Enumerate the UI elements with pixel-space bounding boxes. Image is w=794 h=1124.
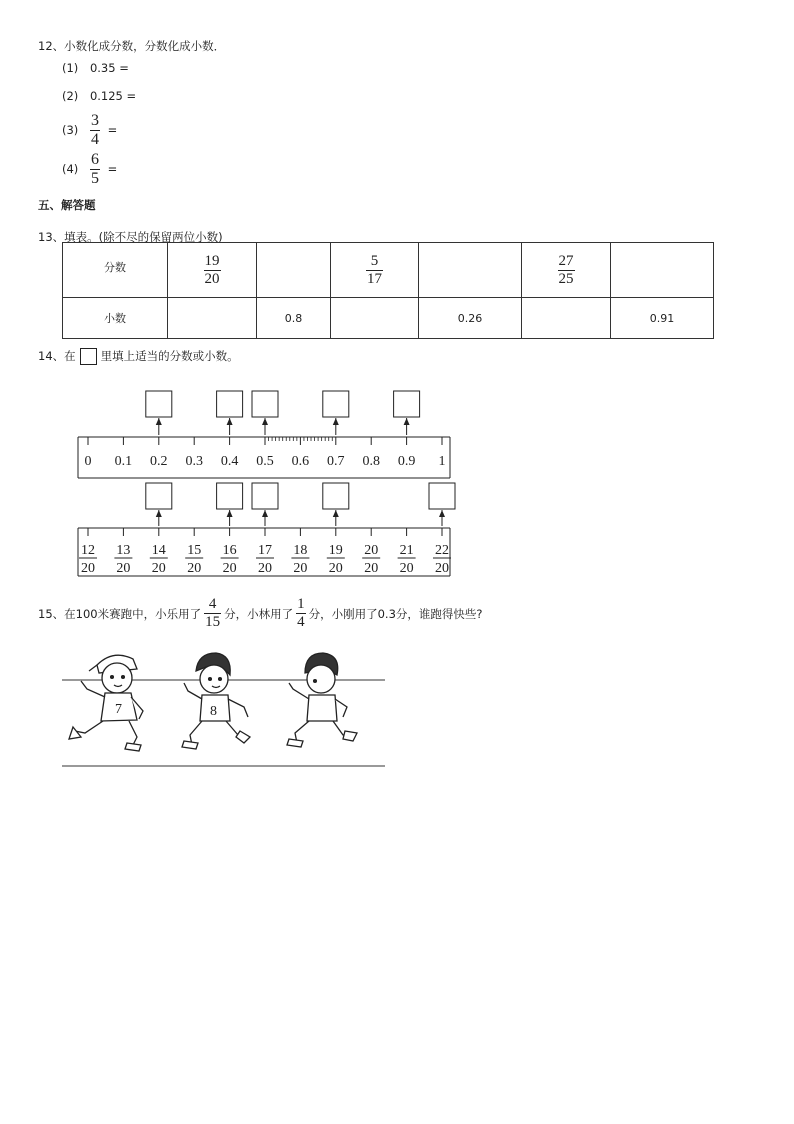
tick-denominator: 20 [151,561,166,576]
q13-title: 13、填表。(除不尽的保留两位小数) [38,230,223,244]
tick-numerator: 22 [435,543,449,558]
answer-box[interactable] [394,391,420,417]
tick-numerator: 16 [222,543,237,558]
arrow-head-icon [404,418,410,425]
jersey-number: 8 [210,704,217,719]
denominator: 5 [90,170,99,187]
answer-box[interactable] [146,391,172,417]
runner-icon [287,653,357,747]
numerator: 1 [297,596,305,612]
denominator: 17 [367,270,382,287]
q14-suffix: 里填上适当的分数或小数。 [100,349,239,363]
denominator: 15 [205,614,221,630]
tick-numerator: 15 [187,543,202,558]
tick-denominator: 20 [222,561,237,576]
arrow-head-icon [227,510,233,517]
q15-text-1: 15、在100米赛跑中，小乐用了 [38,606,202,621]
tick-label: 0.5 [256,454,274,469]
tick-numerator: 18 [293,543,308,558]
tick-denominator: 20 [293,561,308,576]
tick-denominator: 20 [81,561,95,576]
tick-label: 0.6 [291,454,310,469]
q15-fraction-2 [296,597,306,630]
race-illustration [60,645,390,775]
answer-box[interactable] [217,391,243,417]
tick-denominator: 20 [364,561,379,576]
tick-label: 0.7 [327,454,345,469]
answer-box[interactable] [217,483,243,509]
answer-box[interactable] [323,483,349,509]
denominator: 25 [558,270,574,287]
answer-box[interactable] [323,391,349,417]
denominator: 4 [90,131,99,148]
q12-item-2-text: 0.125 = [89,89,137,103]
q12-item-4-label: (4) [62,162,79,176]
q12-item-1-text: 0.35 = [89,61,129,75]
numerator: 3 [90,112,99,129]
numerator: 4 [208,596,217,612]
arrow-head-icon [333,510,339,517]
tick-denominator: 20 [116,561,131,576]
runner-icon [69,655,143,751]
arrow-head-icon [262,418,268,425]
answer-box[interactable] [252,391,278,417]
tick-label: 0.9 [397,454,416,469]
q15-text [38,597,483,630]
tick-label: 0 [84,454,92,469]
q12-title: 12、小数化成分数，分数化成小数． [38,39,226,53]
numerator: 5 [370,252,379,269]
tick-denominator: 20 [187,561,202,576]
q15-text-2: 分，小林用了 [224,606,294,621]
tick-numerator: 20 [364,543,379,558]
tick-numerator: 12 [81,543,95,558]
jersey-number: 7 [115,702,122,717]
arrow-head-icon [156,510,162,517]
answer-box[interactable] [146,483,172,509]
row-header-fraction: 分数 [63,243,168,298]
number-line-decimal [78,391,450,478]
tick-label: 1 [438,454,446,469]
tick-numerator: 13 [116,543,131,558]
tick-label: 0.3 [185,454,203,469]
tick-numerator: 19 [328,543,343,558]
q12-item-1-label: (1) [62,61,79,75]
tick-label: 0.2 [150,454,168,469]
numerator: 27 [558,252,574,269]
denominator: 4 [297,614,305,630]
tick-numerator: 14 [151,543,166,558]
decimal-cell[interactable]: 0.26 [419,298,522,339]
arrow-head-icon [156,418,162,425]
answer-box[interactable] [429,483,455,509]
tick-denominator: 20 [399,561,414,576]
tick-denominator: 20 [258,561,272,576]
tick-label: 0.4 [220,454,239,469]
arrow-head-icon [262,510,268,517]
row-header-decimal: 小数 [63,298,168,339]
denominator: 20 [204,270,220,287]
q15-fraction-1 [204,597,221,630]
equals-sign: = [107,162,118,176]
q12-item-3-label: (3) [62,123,79,137]
answer-box[interactable] [252,483,278,509]
runner-icon [182,653,250,749]
equals-sign: = [107,123,118,137]
tick-numerator: 17 [258,543,272,558]
q15-text-3: 分，小刚用了0.3分，谁跑得快些? [308,606,483,621]
tick-numerator: 21 [399,543,414,558]
arrow-head-icon [333,418,339,425]
decimal-cell[interactable]: 0.91 [611,298,714,339]
tick-label: 0.1 [114,454,133,469]
arrow-head-icon [439,510,445,517]
section-title: 五、解答题 [38,198,96,212]
numerator: 6 [90,151,99,168]
number-line-fraction [78,483,455,576]
decimal-cell[interactable]: 0.8 [257,298,331,339]
q14-prefix: 14、在 [38,349,76,363]
arrow-head-icon [227,418,233,425]
tick-denominator: 20 [328,561,343,576]
numerator: 19 [204,252,220,269]
tick-denominator: 20 [435,561,449,576]
tick-label: 0.8 [362,454,380,469]
q12-item-2-label: (2) [62,89,79,103]
